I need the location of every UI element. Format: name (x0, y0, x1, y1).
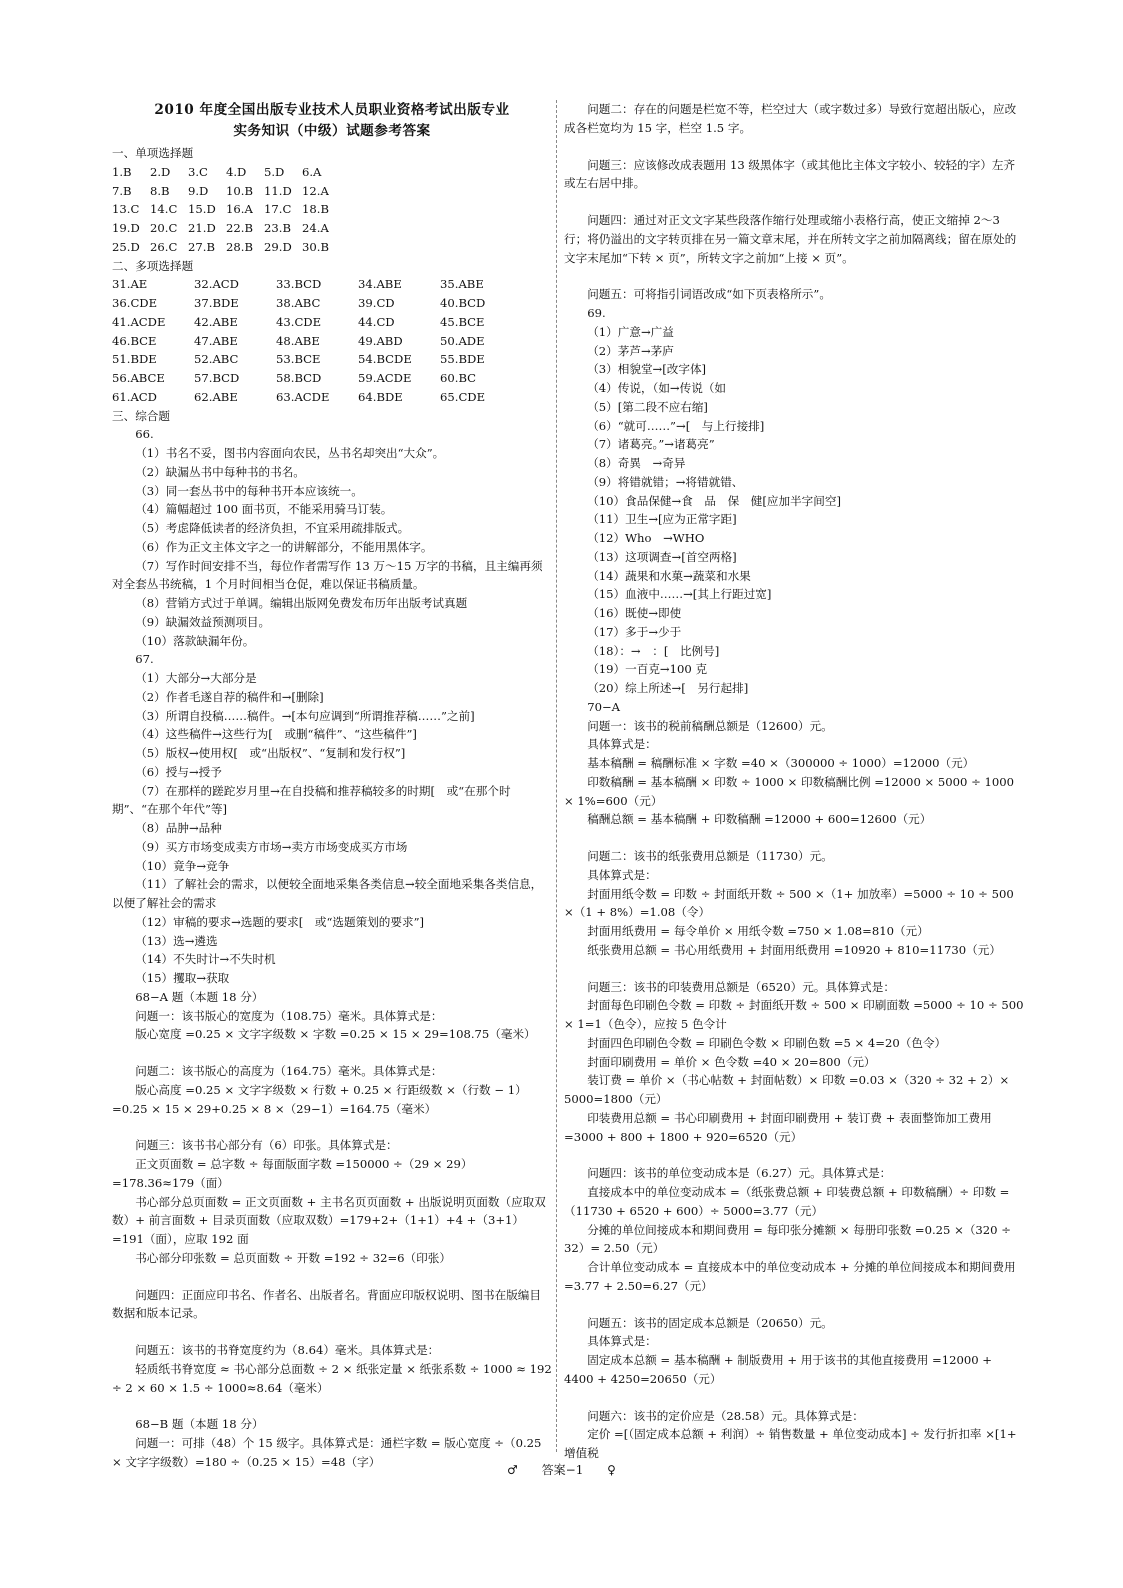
text-line: （8）品肿→品种 (135, 821, 222, 835)
text-line: （4）这些稿件→这些行为[ 或删“稿件”、“这些稿件”] (135, 727, 417, 742)
paragraph-gap (564, 1389, 1024, 1407)
multi-choice-answers (112, 275, 552, 406)
text-line: （14）蔬果和水菓→蔬菜和水果 (587, 568, 751, 583)
text-line: （9）缺漏效益预测项目。 (135, 614, 271, 629)
answer-item: 8.B (150, 183, 170, 198)
text-line: 封面用纸费用 = 每令单价 × 用纸令数 =750 × 1.08=810（元） (587, 924, 929, 938)
text-line: 问题三：该书的印装费用总额是（6520）元。具体算式是： (587, 979, 895, 994)
answer-item: 41.ACDE (112, 314, 166, 329)
answer-item: 51.BDE (112, 352, 157, 367)
answer-item: 25.D (112, 239, 140, 254)
text-line: 69. (587, 306, 606, 320)
text-line: （2）作者毛遂自荐的稿件和→[删除] (135, 689, 324, 704)
paragraph-gap (112, 1044, 552, 1062)
answer-item: 5.D (264, 164, 285, 179)
text-line: （11）了解社会的需求，以便较全面地采集各类信息→较全面地采集各类信息，以便了解社会的需求 (112, 877, 543, 910)
answer-item: 29.D (264, 239, 292, 254)
section-heading-single-choice: 一、单项选择题 (112, 146, 194, 160)
text-line: （19）一百克→100 克 (587, 662, 708, 677)
answer-item: 11.D (264, 183, 292, 198)
text-line: （9）买方市场变成卖方市场→卖方市场变成买方市场 (135, 839, 408, 854)
text-line: （7）写作时间安排不当，每位作者需写作 13 万～15 万字的书稿，且主编再须对全套丛书统稿，1 个月时间相当仓促，难以保证书稿质量。 (112, 558, 543, 592)
text-line: （13）选→遴选 (135, 933, 218, 948)
answer-item: 36.CDE (112, 296, 158, 310)
answer-item: 64.BDE (358, 389, 403, 404)
answer-item: 59.ACDE (358, 371, 412, 385)
text-line: （10）食品保健→食 品 保 健[应加半字间空] (587, 493, 841, 508)
answer-item: 20.C (150, 221, 178, 235)
text-line: 问题三：该书书心部分有（6）印张。具体算式是： (135, 1138, 398, 1153)
text-line: （1）大部分→大部分是 (135, 671, 257, 685)
answer-row (112, 275, 552, 294)
text-line: 问题三：应该修改成表题用 13 级黑体字（或其他比主体文字较小、较轻的字）左齐或左右居中排。 (564, 157, 1016, 191)
text-line: 问题二：该书版心的高度为（164.75）毫米。具体算式是： (135, 1064, 443, 1078)
answer-row (112, 313, 552, 332)
answer-item: 19.D (112, 221, 140, 235)
text-line: 问题六：该书的定价应是（28.58）元。具体算式是： (587, 1408, 864, 1423)
text-line: 问题五：该书的固定成本总额是（20650）元。 (587, 1315, 833, 1330)
answer-item: 15.D (188, 202, 216, 217)
answer-item: 22.B (226, 221, 253, 235)
answer-item: 12.A (302, 183, 329, 198)
answer-item: 37.BDE (194, 296, 239, 310)
text-line: 封面印刷费用 = 单价 × 色令数 =40 × 20=800（元） (587, 1054, 876, 1069)
answer-item: 56.ABCE (112, 371, 165, 385)
left-answer-text (112, 425, 552, 1471)
paragraph-gap (564, 193, 1024, 211)
text-line: 印数稿酬 = 基本稿酬 × 印数 ÷ 1000 × 印数稿酬比例 =12000 × 5000 ÷ 1000 × 1%=600（元） (564, 774, 1014, 808)
text-line: （10）竟争→竞争 (135, 858, 230, 873)
text-line: （6）作为正文主体文字之一的讲解部分，不能用黑体字。 (135, 539, 433, 554)
text-line: 书心部分印张数 = 总页面数 ÷ 开数 =192 ÷ 32=6（印张） (135, 1250, 451, 1265)
text-line: （13）这项调查→[首空两格] (587, 549, 737, 564)
text-line: 封面四色印刷色令数 = 印刷色令数 × 印刷色数 =5 × 4=20（色令） (587, 1035, 947, 1050)
text-line: （2）茅芦→茅庐 (587, 343, 674, 358)
answer-item: 50.ADE (440, 333, 485, 348)
answer-item: 10.B (226, 183, 253, 198)
text-line: 纸张费用总额 = 书心用纸费用 + 封面用纸费用 =10920 + 810=11730（元） (587, 942, 1001, 957)
text-line: （5）考虑降低读者的经济负担，不宜采用疏排版式。 (135, 521, 410, 535)
text-line: 具体算式是： (587, 867, 657, 882)
text-line: （17）多于→少于 (587, 624, 682, 639)
text-line: 问题一：该书版心的宽度为（108.75）毫米。具体算式是： (135, 1008, 443, 1023)
answer-row (112, 182, 552, 201)
answer-item: 48.ABE (276, 333, 320, 348)
answer-item: 55.BDE (440, 352, 485, 367)
paragraph-gap (564, 829, 1024, 847)
answer-item: 58.BCD (276, 371, 322, 385)
page-number: 答案−1 (541, 1463, 584, 1477)
right-answer-text (564, 100, 1024, 1463)
paragraph-gap (564, 267, 1024, 285)
paragraph-gap (564, 138, 1024, 156)
answer-row (112, 163, 552, 182)
text-line: 67. (135, 652, 154, 667)
column-divider (556, 100, 557, 1452)
answer-item: 17.C (264, 202, 292, 217)
answer-item: 52.ABC (194, 352, 239, 367)
text-line: （2）缺漏丛书中每种书的书名。 (135, 464, 305, 479)
answer-item: 62.ABE (194, 389, 238, 404)
footer-left-mark: ♂ (507, 1463, 518, 1477)
text-line: （7）诸葛亮。”→诸葛亮” (587, 437, 715, 452)
text-line: （16）既使→即使 (587, 606, 682, 620)
text-line: （11）卫生→[应为正常字距] (587, 512, 737, 527)
text-line: 版心宽度 =0.25 × 文字字级数 × 字数 =0.25 × 15 × 29=108.75（毫米） (135, 1027, 536, 1042)
answer-item: 18.B (302, 202, 329, 217)
text-line: （6）授与→授予 (135, 764, 222, 779)
answer-row (112, 294, 552, 313)
text-line: 定价 =[（固定成本总额 + 利润）÷ 销售数量 + 单位变动成本] ÷ 发行折扣率 ×[1+ 增值税 (564, 1427, 1017, 1460)
text-line: （5）[第二段不应右缩] (587, 399, 708, 414)
answer-item: 57.BCD (194, 371, 240, 385)
text-line: 书心部分总页面数 = 正文页面数 + 主书名页页面数 + 出版说明页面数（应取双数）+ 前言面数 + 目录页面数（应取双数）=179+2+（1+1）+4 +（3+1）=191（面），应取 192 面 (112, 1194, 546, 1246)
answer-item: 46.BCE (112, 333, 157, 348)
text-line: 封面每色印刷色令数 = 印数 ÷ 封面纸开数 ÷ 500 × 印刷面数 =5000 ÷ 10 ÷ 500 × 1=1（色令），应按 5 色令计 (564, 998, 1024, 1031)
answer-item: 13.C (112, 202, 140, 217)
text-line: （8）奇異 →奇异 (587, 456, 686, 470)
paragraph-gap (112, 1397, 552, 1415)
answer-item: 16.A (226, 202, 253, 217)
answer-row (112, 369, 552, 388)
answer-item: 44.CD (358, 314, 395, 329)
text-line: 问题四：通过对正文文字某些段落作缩行处理或缩小表格行高，使正文缩掉 2～3 行；将仍溢出的文字转页排在另一篇文章末尾，并在所转文字之前加隔离线；留在原处的文字末尾加“下转 × 页”，所转文字之前加“上接 × 页”。 (564, 213, 1017, 265)
title-line-1: 2010 年度全国出版专业技术人员职业资格考试出版专业 (154, 102, 510, 118)
text-line: 印装费用总额 = 书心印刷费用 + 封面印刷费用 + 装订费 + 表面整饰加工费用 =3000 + 800 + 1800 + 920=6520（元） (564, 1110, 992, 1144)
answer-row (112, 200, 552, 219)
section-heading-multi-choice: 二、多项选择题 (112, 258, 194, 273)
text-line: （1）书名不妥，图书内容面向农民，丛书名却突出“大众”。 (135, 446, 445, 460)
text-line: （5）版权→使用权[ 或“出版权”、“复制和发行权”] (135, 746, 406, 760)
answer-item: 39.CD (358, 296, 395, 310)
answer-item: 34.ABE (358, 277, 402, 292)
answer-item: 24.A (302, 221, 329, 235)
text-line: 固定成本总额 = 基本稿酬 + 制版费用 + 用于该书的其他直接费用 =12000 + 4400 + 4250=20650（元） (564, 1353, 992, 1386)
page-footer (0, 1461, 1123, 1478)
text-line: （3）同一套丛书中的每种书开本应该统一。 (135, 483, 363, 498)
text-line: 66. (135, 427, 154, 442)
text-line: 装订费 = 单价 ×（书心帖数 + 封面帖数）× 印数 =0.03 ×（320 ÷ 32 + 2）× 5000=1800（元） (564, 1073, 1010, 1106)
text-line: 直接成本中的单位变动成本 =（纸张费总额 + 印装费总额 + 印数稿酬）÷ 印数 =（11730 + 6520 + 600）÷ 5000=3.77（元） (564, 1185, 1010, 1218)
answer-item: 60.BC (440, 371, 477, 385)
text-line: 问题五：该书的书脊宽度约为（8.64）毫米。具体算式是： (135, 1343, 440, 1357)
answer-item: 47.ABE (194, 333, 238, 348)
answer-item: 61.ACD (112, 389, 157, 404)
text-line: （14）不失时计→不失时机 (135, 952, 276, 967)
right-column (564, 100, 1024, 1463)
text-line: （3）相貌堂→[改字体] (587, 362, 707, 377)
answer-item: 63.ACDE (276, 389, 330, 404)
answer-item: 30.B (302, 239, 329, 254)
document-title (112, 100, 552, 142)
text-line: 问题四：该书的单位变动成本是（6.27）元。具体算式是： (587, 1166, 892, 1181)
answer-row (112, 332, 552, 351)
text-line: 封面用纸令数 = 印数 ÷ 封面纸开数 ÷ 500 ×（1+ 加放率）=5000 ÷ 10 ÷ 500 ×（1 + 8%）=1.08（令） (564, 886, 1014, 920)
text-line: 问题四：正面应印书名、作者名、出版者名。背面应印版权说明、图书在版编目数据和版本记录。 (112, 1287, 541, 1321)
answer-item: 2.D (150, 164, 171, 179)
footer-right-mark: ♀ (607, 1463, 616, 1477)
answer-item: 26.C (150, 239, 178, 254)
text-line: （3）所谓自投稿……稿件。→[本句应调到“所谓推荐稿……”之前] (135, 708, 475, 723)
text-line: （20）综上所述→[ 另行起排] (587, 681, 749, 695)
answer-item: 6.A (302, 164, 322, 179)
text-line: 正文页面数 = 总字数 ÷ 每面版面字数 =150000 ÷（29 × 29）=178.36≈179（面） (112, 1157, 473, 1190)
answer-item: 4.D (226, 164, 247, 179)
answer-item: 32.ACD (194, 277, 239, 292)
text-line: 问题二：该书的纸张费用总额是（11730）元。 (587, 849, 833, 863)
answer-item: 3.C (188, 164, 208, 179)
answer-item: 9.D (188, 183, 209, 198)
text-line: 问题二：存在的问题是栏宽不等，栏空过大（或字数过多）导致行宽超出版心，应改成各栏宽均为 15 字，栏空 1.5 字。 (564, 102, 1017, 135)
text-line: （15）攫取→获取 (135, 971, 230, 985)
answer-item: 7.B (112, 183, 132, 198)
text-line: 具体算式是： (587, 1334, 657, 1349)
paragraph-gap (564, 1146, 1024, 1164)
answer-row (112, 238, 552, 257)
answer-row (112, 350, 552, 369)
text-line: 68−B 题（本题 18 分） (135, 1417, 264, 1432)
answer-item: 33.BCD (276, 277, 322, 292)
paragraph-gap (112, 1118, 552, 1136)
paragraph-gap (564, 1296, 1024, 1314)
text-line: （4）传说，（如→传说（如 (587, 381, 727, 395)
text-line: （8）营销方式过于单调。编辑出版网免费发布历年出版考试真题 (135, 596, 468, 610)
single-choice-answers (112, 163, 552, 257)
text-line: （12）审稿的要求→选题的要求[ 或“选题策划的要求”] (135, 914, 425, 929)
paragraph-gap (112, 1323, 552, 1341)
paragraph-gap (564, 960, 1024, 978)
answer-item: 43.CDE (276, 314, 322, 329)
text-line: （1）广意→广益 (587, 324, 674, 339)
answer-item: 35.ABE (440, 277, 484, 292)
answer-item: 42.ABE (194, 314, 238, 329)
text-line: 合计单位变动成本 = 直接成本中的单位变动成本 + 分摊的单位间接成本和期间费用 =3.77 + 2.50=6.27（元） (564, 1260, 1016, 1293)
text-line: （6）“就可……”→[ 与上行接排] (587, 418, 765, 433)
answer-item: 23.B (264, 221, 291, 235)
answer-item: 14.C (150, 202, 178, 217)
text-line: 68−A 题（本题 18 分） (135, 989, 264, 1004)
title-line-2: 实务知识（中级）试题参考答案 (233, 123, 431, 139)
text-line: 问题一：可排（48）个 15 级字。具体算式是：通栏字数 = 版心宽度 ÷（0.25 × 文字字级数）=180 ÷（0.25 × 15）=48（字） (112, 1436, 542, 1469)
answer-item: 54.BCDE (358, 352, 412, 367)
text-line: 稿酬总额 = 基本稿酬 + 印数稿酬 =12000 + 600=12600（元） (587, 812, 932, 827)
paragraph-gap (112, 1268, 552, 1286)
answer-item: 38.ABC (276, 296, 321, 310)
answer-item: 28.B (226, 239, 253, 254)
text-line: 具体算式是： (587, 737, 657, 752)
text-line: （18）：→ ：[ 比例号] (587, 643, 720, 658)
text-line: （12）Who →WHO (587, 531, 705, 545)
text-line: （10）落款缺漏年份。 (135, 633, 255, 648)
left-column (112, 100, 552, 1472)
text-line: （4）篇幅超过 100 面书页，不能采用骑马订装。 (135, 502, 393, 517)
answer-item: 49.ABD (358, 333, 403, 348)
answer-item: 65.CDE (440, 389, 486, 404)
answer-item: 1.B (112, 164, 132, 179)
answer-row (112, 219, 552, 238)
answer-item: 45.BCE (440, 314, 485, 329)
text-line: 问题五：可将指引词语改成“如下页表格所示”。 (587, 287, 831, 302)
answer-item: 31.AE (112, 277, 148, 292)
answer-row (112, 388, 552, 407)
text-line: （15）血液中……→[其上行距过宽] (587, 587, 772, 602)
text-line: （9）将错就错；→将错就错、 (587, 474, 744, 489)
answer-item: 40.BCD (440, 296, 486, 310)
text-line: 分摊的单位间接成本和期间费用 = 每印张分摊额 × 每册印张数 =0.25 ×（320 ÷ 32）= 2.50（元） (564, 1222, 1011, 1256)
answer-item: 27.B (188, 239, 215, 254)
text-line: 轻质纸书脊宽度 ≈ 书心部分总面数 ÷ 2 × 纸张定量 × 纸张系数 ÷ 1000 ≈ 192 ÷ 2 × 60 × 1.5 ÷ 1000≈8.64（毫米） (112, 1361, 552, 1395)
text-line: 版心高度 =0.25 × 文字字级数 × 行数 + 0.25 × 行距级数 ×（行数 − 1）=0.25 × 15 × 29+0.25 × 8 ×（29−1）=164.75（毫米） (112, 1082, 527, 1116)
answer-item: 53.BCE (276, 352, 321, 367)
text-line: 问题一：该书的税前稿酬总额是（12600）元。 (587, 718, 833, 733)
answer-item: 21.D (188, 221, 216, 235)
section-heading-comprehensive: 三、综合题 (112, 408, 170, 423)
text-line: （7）在那样的蹉跎岁月里→在自投稿和推荐稿较多的时期[ 或“在那个时期”、“在那个年代”等] (112, 783, 511, 817)
text-line: 基本稿酬 = 稿酬标准 × 字数 =40 ×（300000 ÷ 1000）=12000（元） (587, 756, 975, 770)
text-line: 70−A (587, 699, 621, 714)
